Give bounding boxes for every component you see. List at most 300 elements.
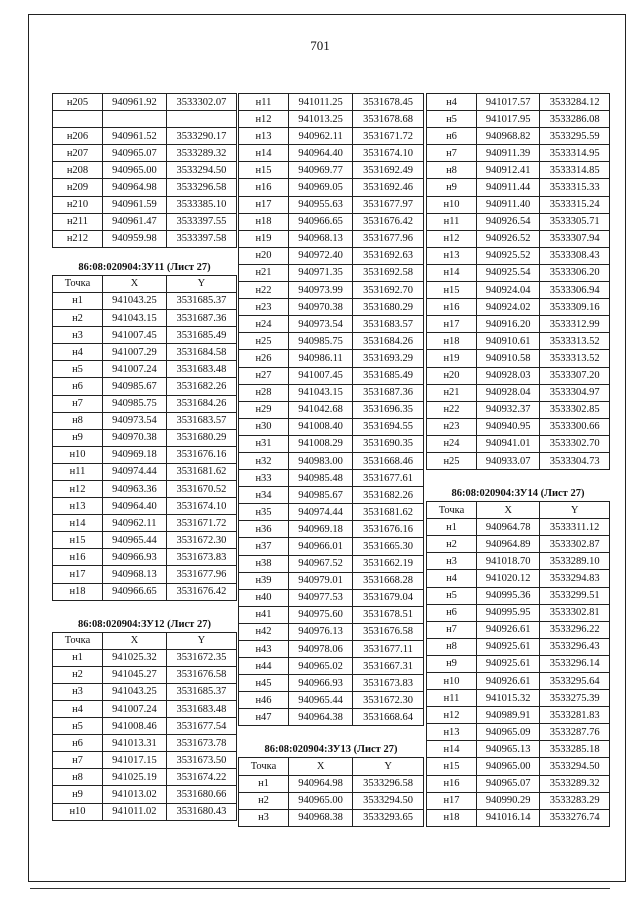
x-cell: 941008.29 [289, 435, 353, 452]
point-cell: н15 [427, 282, 477, 299]
table-row [53, 498, 237, 515]
x-cell: 940961.92 [103, 94, 167, 111]
point-cell: н9 [53, 429, 103, 446]
x-cell: 940985.75 [289, 333, 353, 350]
table-row [427, 179, 610, 196]
table-row [53, 480, 237, 497]
y-cell: 3533284.12 [540, 94, 610, 111]
y-cell: 3531677.54 [166, 718, 236, 735]
y-cell: 3533302.07 [166, 94, 236, 111]
y-cell: 3533314.95 [540, 145, 610, 162]
table-row [239, 418, 424, 435]
table-row [239, 196, 424, 213]
table-row [427, 690, 610, 707]
table-row [239, 555, 424, 572]
x-cell: 940925.52 [477, 247, 540, 264]
point-cell: н6 [53, 735, 103, 752]
table-row [239, 538, 424, 555]
point-cell: н23 [427, 418, 477, 435]
y-cell: 3533312.99 [540, 316, 610, 333]
table-row [427, 536, 610, 553]
col-point-header: Точка [53, 632, 103, 649]
x-cell: 940972.40 [289, 247, 353, 264]
table-row [239, 623, 424, 640]
x-cell: 940961.59 [103, 196, 167, 213]
y-cell: 3531677.96 [353, 230, 424, 247]
x-cell: 941043.25 [103, 683, 167, 700]
point-cell: н3 [53, 683, 103, 700]
point-cell: н27 [239, 367, 289, 384]
middle-column [238, 93, 424, 827]
point-cell: н206 [53, 128, 103, 145]
x-cell: 940973.99 [289, 282, 353, 299]
point-cell: н212 [53, 230, 103, 247]
point-cell: н37 [239, 538, 289, 555]
x-cell: 940968.38 [289, 809, 353, 826]
y-cell: 3531665.30 [353, 538, 424, 555]
y-cell: 3531694.55 [353, 418, 424, 435]
x-cell: 940925.54 [477, 264, 540, 281]
y-cell: 3533295.64 [540, 673, 610, 690]
y-cell: 3531683.48 [166, 701, 236, 718]
x-cell: 940965.00 [103, 162, 167, 179]
y-cell: 3533300.66 [540, 418, 610, 435]
y-cell: 3533276.74 [540, 809, 610, 826]
table-row [53, 128, 237, 145]
y-cell: 3531684.26 [353, 333, 424, 350]
table-row [53, 463, 237, 480]
point-cell: н22 [427, 401, 477, 418]
point-cell: н7 [427, 621, 477, 638]
table-row [53, 179, 237, 196]
point-cell: н3 [427, 553, 477, 570]
point-cell: н11 [239, 94, 289, 111]
point-cell: н1 [239, 775, 289, 792]
point-cell: н44 [239, 658, 289, 675]
x-cell: 940911.39 [477, 145, 540, 162]
point-cell: н17 [427, 316, 477, 333]
col-x-header: X [477, 502, 540, 519]
point-cell: н17 [427, 792, 477, 809]
x-cell: 940985.48 [289, 470, 353, 487]
x-cell: 940964.98 [289, 775, 353, 792]
y-cell: 3533313.52 [540, 333, 610, 350]
table-row [53, 327, 237, 344]
table-row [53, 429, 237, 446]
table-row [53, 769, 237, 786]
point-cell: н16 [427, 775, 477, 792]
y-cell: 3533290.17 [166, 128, 236, 145]
col-point-header: Точка [427, 502, 477, 519]
y-cell: 3533296.58 [166, 179, 236, 196]
point-cell: н41 [239, 606, 289, 623]
y-cell: 3531682.26 [166, 378, 236, 395]
y-cell: 3531672.30 [353, 692, 424, 709]
point-cell: н14 [427, 741, 477, 758]
y-cell [166, 111, 236, 128]
x-cell: 940975.60 [289, 606, 353, 623]
x-cell: 940924.02 [477, 299, 540, 316]
y-cell: 3531673.83 [353, 675, 424, 692]
x-cell: 940995.95 [477, 604, 540, 621]
table-row [427, 809, 610, 826]
point-cell: н42 [239, 623, 289, 640]
point-cell: н1 [53, 292, 103, 309]
y-cell: 3531673.83 [166, 549, 236, 566]
table-row [239, 792, 424, 809]
point-cell: н17 [239, 196, 289, 213]
point-cell: н4 [427, 94, 477, 111]
col-x-header: X [103, 275, 167, 292]
table-row [427, 128, 610, 145]
y-cell: 3533315.24 [540, 196, 610, 213]
y-cell: 3533315.33 [540, 179, 610, 196]
x-cell: 940910.61 [477, 333, 540, 350]
point-cell: н2 [53, 666, 103, 683]
table-row [239, 692, 424, 709]
table-row [53, 292, 237, 309]
left-top-table [52, 93, 237, 248]
y-cell: 3533397.55 [166, 213, 236, 230]
point-cell: н7 [427, 145, 477, 162]
y-cell: 3531676.58 [353, 623, 424, 640]
table-row [239, 470, 424, 487]
table-row [239, 675, 424, 692]
x-cell: 941015.32 [477, 690, 540, 707]
table-row [239, 145, 424, 162]
y-cell: 3531676.16 [353, 521, 424, 538]
x-cell: 941045.27 [103, 666, 167, 683]
x-cell: 940985.67 [289, 487, 353, 504]
y-cell: 3531671.72 [166, 515, 236, 532]
x-cell: 940924.04 [477, 282, 540, 299]
table-row [239, 504, 424, 521]
point-cell: н1 [427, 519, 477, 536]
x-cell: 940964.89 [477, 536, 540, 553]
y-cell: 3531680.29 [353, 299, 424, 316]
point-cell: н46 [239, 692, 289, 709]
point-cell: н22 [239, 282, 289, 299]
y-cell: 3531687.36 [166, 310, 236, 327]
point-cell: н30 [239, 418, 289, 435]
right-column [426, 93, 610, 827]
bottom-rule [30, 888, 610, 889]
y-cell: 3531678.51 [353, 606, 424, 623]
x-cell [103, 111, 167, 128]
x-cell: 940966.93 [103, 549, 167, 566]
x-cell: 940977.53 [289, 589, 353, 606]
x-cell: 940965.07 [477, 775, 540, 792]
x-cell: 941043.25 [103, 292, 167, 309]
x-cell: 941013.25 [289, 111, 353, 128]
table-row [427, 758, 610, 775]
y-cell: 3533296.43 [540, 638, 610, 655]
y-cell: 3531692.70 [353, 282, 424, 299]
point-cell: н1 [53, 649, 103, 666]
x-cell: 941020.12 [477, 570, 540, 587]
table-row [53, 803, 237, 820]
x-cell: 940969.18 [289, 521, 353, 538]
table-row [427, 367, 610, 384]
table-row [239, 452, 424, 469]
y-cell: 3533294.83 [540, 570, 610, 587]
table-row [53, 145, 237, 162]
x-cell: 940940.95 [477, 418, 540, 435]
table-row [53, 786, 237, 803]
y-cell: 3531681.62 [166, 463, 236, 480]
y-cell: 3533293.65 [353, 809, 424, 826]
y-cell: 3533313.52 [540, 350, 610, 367]
point-cell: н2 [53, 310, 103, 327]
x-cell: 940990.29 [477, 792, 540, 809]
col-y-header: Y [540, 502, 610, 519]
table-row [427, 724, 610, 741]
page-number: 701 [310, 38, 330, 53]
table-row [53, 446, 237, 463]
point-cell: н23 [239, 299, 289, 316]
point-cell: н17 [53, 566, 103, 583]
point-cell: н12 [427, 230, 477, 247]
section-title-zu13: 86:08:020904:ЗУ13 (Лист 27) [264, 744, 398, 756]
x-cell: 941018.70 [477, 553, 540, 570]
y-cell: 3531676.16 [166, 446, 236, 463]
point-cell: н29 [239, 401, 289, 418]
y-cell: 3533287.76 [540, 724, 610, 741]
table-header-row [427, 502, 610, 519]
middle-top-table [238, 93, 424, 726]
table-row [239, 111, 424, 128]
y-cell: 3531683.48 [166, 361, 236, 378]
table-row [53, 683, 237, 700]
point-cell: н2 [427, 536, 477, 553]
point-cell: н47 [239, 709, 289, 726]
y-cell: 3531672.35 [166, 649, 236, 666]
table-row [427, 316, 610, 333]
point-cell: н3 [239, 809, 289, 826]
point-cell: н9 [427, 179, 477, 196]
point-cell: н9 [53, 786, 103, 803]
col-x-header: X [103, 632, 167, 649]
y-cell: 3531677.97 [353, 196, 424, 213]
point-cell: н16 [427, 299, 477, 316]
point-cell: н13 [427, 724, 477, 741]
point-cell: н26 [239, 350, 289, 367]
x-cell: 940966.01 [289, 538, 353, 555]
y-cell: 3533305.71 [540, 213, 610, 230]
point-cell: н11 [427, 213, 477, 230]
y-cell: 3533296.58 [353, 775, 424, 792]
table-row [239, 299, 424, 316]
y-cell: 3533296.14 [540, 655, 610, 672]
table-header-row [53, 632, 237, 649]
y-cell: 3533306.20 [540, 264, 610, 281]
left-column [52, 93, 237, 821]
col-point-header: Точка [53, 275, 103, 292]
point-cell: н19 [427, 350, 477, 367]
table-row [239, 264, 424, 281]
point-cell: н38 [239, 555, 289, 572]
x-cell: 941011.02 [103, 803, 167, 820]
x-cell: 940963.36 [103, 480, 167, 497]
point-cell: н35 [239, 504, 289, 521]
table-row [53, 666, 237, 683]
table-row [427, 418, 610, 435]
y-cell: 3531690.35 [353, 435, 424, 452]
point-cell: н33 [239, 470, 289, 487]
y-cell: 3533302.87 [540, 536, 610, 553]
table-row [239, 401, 424, 418]
table-row [427, 384, 610, 401]
table-row [427, 655, 610, 672]
table-row [53, 701, 237, 718]
x-cell: 940962.11 [103, 515, 167, 532]
point-cell: н14 [53, 515, 103, 532]
x-cell: 941017.95 [477, 111, 540, 128]
y-cell: 3531668.28 [353, 572, 424, 589]
x-cell: 940926.61 [477, 673, 540, 690]
table-row [239, 282, 424, 299]
y-cell: 3531670.52 [166, 480, 236, 497]
point-cell [53, 111, 103, 128]
table-row [427, 162, 610, 179]
y-cell: 3533294.50 [540, 758, 610, 775]
table-row [239, 606, 424, 623]
table-row [427, 570, 610, 587]
x-cell: 941025.32 [103, 649, 167, 666]
x-cell: 940968.13 [103, 566, 167, 583]
y-cell: 3531676.58 [166, 666, 236, 683]
y-cell: 3533314.85 [540, 162, 610, 179]
table-row [53, 378, 237, 395]
y-cell: 3531692.46 [353, 179, 424, 196]
y-cell: 3533285.18 [540, 741, 610, 758]
table-row [239, 350, 424, 367]
table-row [427, 111, 610, 128]
table-row [53, 735, 237, 752]
point-cell: н20 [239, 247, 289, 264]
col-x-header: X [289, 758, 353, 775]
col-y-header: Y [166, 275, 236, 292]
table-row [239, 384, 424, 401]
x-cell: 940928.03 [477, 367, 540, 384]
x-cell: 941007.45 [289, 367, 353, 384]
x-cell: 940983.00 [289, 452, 353, 469]
col-y-header: Y [353, 758, 424, 775]
y-cell: 3533275.39 [540, 690, 610, 707]
point-cell: н14 [239, 145, 289, 162]
point-cell: н15 [427, 758, 477, 775]
y-cell: 3533294.50 [353, 792, 424, 809]
table-row [427, 553, 610, 570]
x-cell: 940973.54 [289, 316, 353, 333]
x-cell: 940911.44 [477, 179, 540, 196]
table-row [239, 775, 424, 792]
table-row [239, 367, 424, 384]
table-row [53, 310, 237, 327]
point-cell: н12 [427, 707, 477, 724]
point-cell: н18 [239, 213, 289, 230]
point-cell: н20 [427, 367, 477, 384]
table-row [53, 196, 237, 213]
point-cell: н210 [53, 196, 103, 213]
x-cell: 941017.15 [103, 752, 167, 769]
y-cell: 3531673.50 [166, 752, 236, 769]
point-cell: н4 [53, 344, 103, 361]
x-cell: 940968.13 [289, 230, 353, 247]
y-cell: 3531683.57 [166, 412, 236, 429]
right-top-table [426, 93, 610, 470]
y-cell: 3531677.11 [353, 641, 424, 658]
y-cell: 3531684.26 [166, 395, 236, 412]
table-row [427, 230, 610, 247]
point-cell: н7 [53, 752, 103, 769]
x-cell: 940976.13 [289, 623, 353, 640]
x-cell: 940978.06 [289, 641, 353, 658]
point-cell: н13 [53, 498, 103, 515]
table-row [239, 658, 424, 675]
point-cell: н43 [239, 641, 289, 658]
table-row [239, 641, 424, 658]
x-cell: 940926.54 [477, 213, 540, 230]
x-cell: 940926.52 [477, 230, 540, 247]
x-cell: 940995.36 [477, 587, 540, 604]
table-row [239, 162, 424, 179]
table-row [53, 549, 237, 566]
y-cell: 3533311.12 [540, 519, 610, 536]
zu14-table [426, 501, 610, 827]
x-cell: 940933.07 [477, 452, 540, 469]
point-cell: н3 [53, 327, 103, 344]
x-cell: 940959.98 [103, 230, 167, 247]
table-row [427, 452, 610, 469]
y-cell: 3531685.49 [166, 327, 236, 344]
y-cell: 3533309.16 [540, 299, 610, 316]
x-cell: 940964.40 [289, 145, 353, 162]
table-row [239, 487, 424, 504]
y-cell: 3533289.32 [166, 145, 236, 162]
y-cell: 3531696.35 [353, 401, 424, 418]
point-cell: н13 [427, 247, 477, 264]
y-cell: 3531676.42 [353, 213, 424, 230]
y-cell: 3531667.31 [353, 658, 424, 675]
y-cell: 3531687.36 [353, 384, 424, 401]
point-cell: н15 [53, 532, 103, 549]
table-row [53, 344, 237, 361]
y-cell: 3531679.04 [353, 589, 424, 606]
table-row [427, 587, 610, 604]
table-row [239, 709, 424, 726]
section-title-zu11: 86:08:020904:ЗУ11 (Лист 27) [78, 261, 211, 273]
y-cell: 3531674.22 [166, 769, 236, 786]
point-cell: н45 [239, 675, 289, 692]
point-cell: н21 [239, 264, 289, 281]
table-row [427, 401, 610, 418]
y-cell: 3531674.10 [166, 498, 236, 515]
x-cell: 940966.65 [103, 583, 167, 600]
table-row [427, 673, 610, 690]
x-cell: 940970.38 [289, 299, 353, 316]
table-row [53, 111, 237, 128]
point-cell: н6 [427, 604, 477, 621]
x-cell: 940968.82 [477, 128, 540, 145]
table-header-row [239, 758, 424, 775]
x-cell: 940989.91 [477, 707, 540, 724]
point-cell: н39 [239, 572, 289, 589]
point-cell: н14 [427, 264, 477, 281]
y-cell: 3533302.70 [540, 435, 610, 452]
table-row [427, 741, 610, 758]
point-cell: н18 [427, 809, 477, 826]
